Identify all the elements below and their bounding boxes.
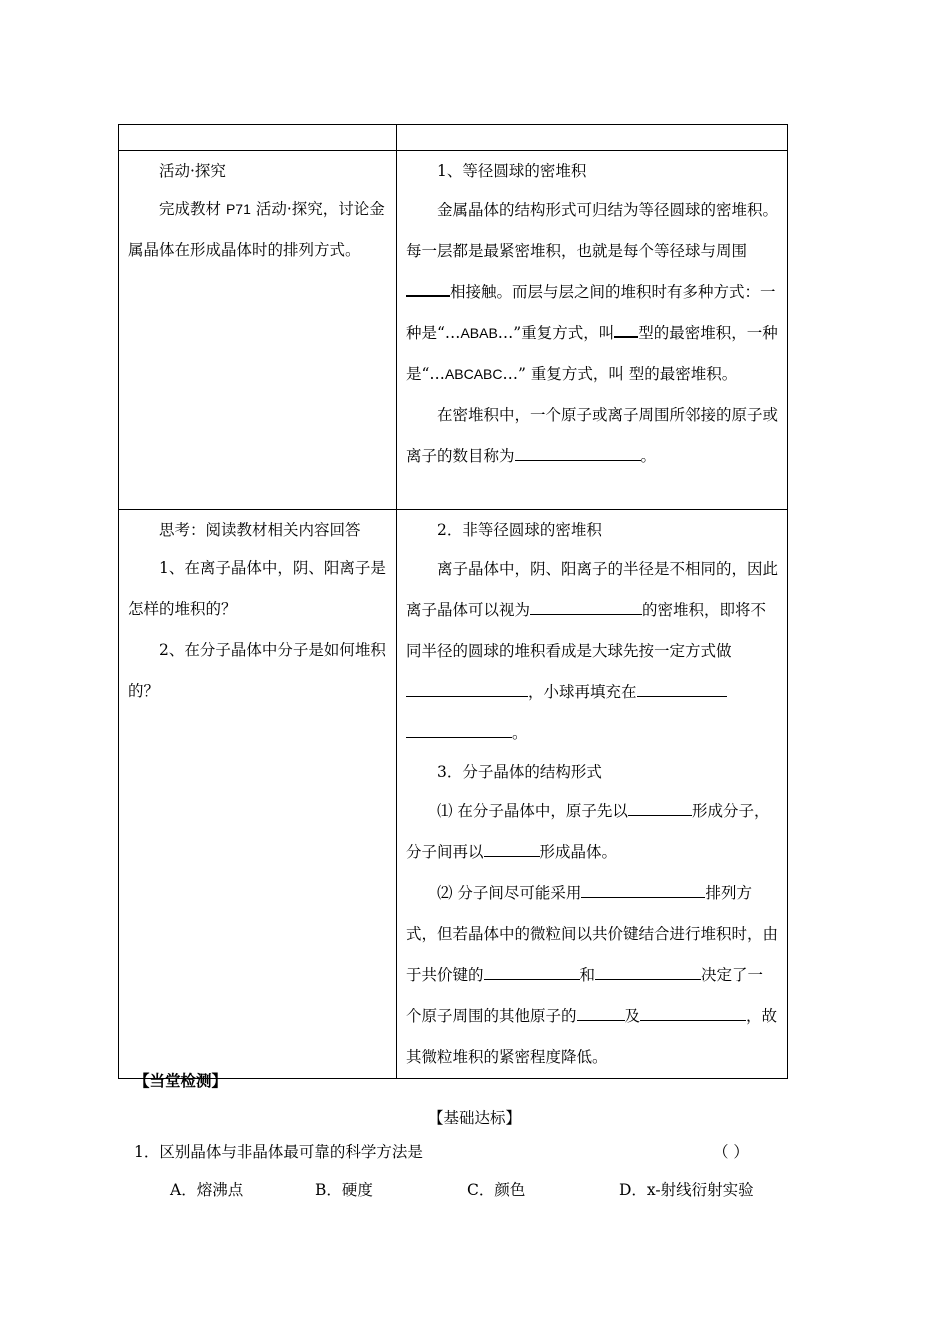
- content-cell: [397, 510, 788, 1079]
- question-1: 1．区别晶体与非晶体最可靠的科学方法是: [134, 1143, 423, 1161]
- fill-blank[interactable]: [628, 801, 692, 816]
- fill-blank[interactable]: [515, 446, 641, 461]
- paragraph-ionic: 离子晶体中，阴、阳离子的半径是不相同的，因此离子晶体可以视为 的密堆积，即将不同半径的圆球的堆积看成是大球先按一定方式做，小球再填充在。: [406, 560, 779, 742]
- activity-instruction: 完成教材 P71 活动·探究，讨论金属晶体在形成晶体时的排列方式。: [128, 200, 385, 259]
- table-row: [119, 510, 788, 1079]
- option-c[interactable]: C．颜色: [467, 1181, 526, 1199]
- option-b[interactable]: B．硬度: [315, 1181, 373, 1199]
- fill-blank[interactable]: [530, 600, 642, 615]
- option-d[interactable]: D．x-射线衍射实验: [619, 1181, 754, 1199]
- thinking-title: 思考：阅读教材相关内容回答: [159, 521, 361, 539]
- subsection-title: 【基础达标】: [428, 1109, 522, 1127]
- fill-blank[interactable]: [640, 1006, 676, 1021]
- section-title: 【当堂检测】: [134, 1071, 228, 1090]
- fill-blank[interactable]: [595, 965, 701, 980]
- content-cell: [397, 151, 788, 510]
- fill-blank[interactable]: [676, 1006, 746, 1021]
- answer-paren[interactable]: （ ）: [713, 1143, 749, 1161]
- fill-blank[interactable]: [581, 883, 705, 898]
- fill-blank[interactable]: [484, 965, 580, 980]
- heading-equal-sphere: 1、等径圆球的密堆积: [437, 162, 587, 180]
- empty-cell-right: [397, 125, 788, 151]
- paragraph-close-packing: 金属晶体的结构形式可归结为等径圆球的密堆积。每一层都是最紧密堆积，也就是每个等径球与周围相接触。而层与层之间的堆积时有多种方式：一种是“…ABAB…”重复方式，叫 型的最密堆积，一种是“…ABCABC…” 重复方式，叫 型的最密堆积。: [406, 201, 779, 383]
- paragraph-coordination: 在密堆积中，一个原子或离子周围所邻接的原子或离子的数目称为 。: [406, 406, 779, 465]
- fill-blank[interactable]: [637, 682, 727, 697]
- paragraph-molecular-2: ⑵ 分子间尽可能采用 排列方式，但若晶体中的微粒间以共价键结合进行堆积时，由于共价键的 和 决定了一个原子周围的其他原子的 及 ，故其微粒堆积的紧密程度降低。: [406, 884, 779, 1066]
- thinking-cell: [119, 510, 397, 1079]
- activity-cell: [119, 151, 397, 510]
- fill-blank[interactable]: [484, 842, 540, 857]
- fill-blank[interactable]: [406, 723, 512, 738]
- paragraph-molecular-1: ⑴ 在分子晶体中，原子先以 形成分子，分子间再以 形成晶体。: [406, 802, 770, 861]
- activity-title: 活动·探究: [159, 162, 226, 180]
- empty-cell-left: [119, 125, 397, 151]
- content-table: [118, 124, 788, 1079]
- thinking-question-2: 2、在分子晶体中分子是如何堆积的？: [128, 641, 386, 700]
- fill-blank[interactable]: [406, 682, 528, 697]
- table-row: [119, 151, 788, 510]
- table-header-row: [119, 125, 788, 151]
- heading-unequal-sphere: 2．非等径圆球的密堆积: [437, 521, 602, 539]
- heading-molecular: 3．分子晶体的结构形式: [437, 763, 602, 781]
- fill-blank[interactable]: [406, 281, 450, 297]
- fill-blank[interactable]: [577, 1006, 625, 1021]
- option-a[interactable]: A．熔沸点: [170, 1181, 244, 1199]
- fill-blank[interactable]: [614, 322, 638, 338]
- thinking-question-1: 1、在离子晶体中，阴、阳离子是怎样的堆积的？: [128, 559, 386, 618]
